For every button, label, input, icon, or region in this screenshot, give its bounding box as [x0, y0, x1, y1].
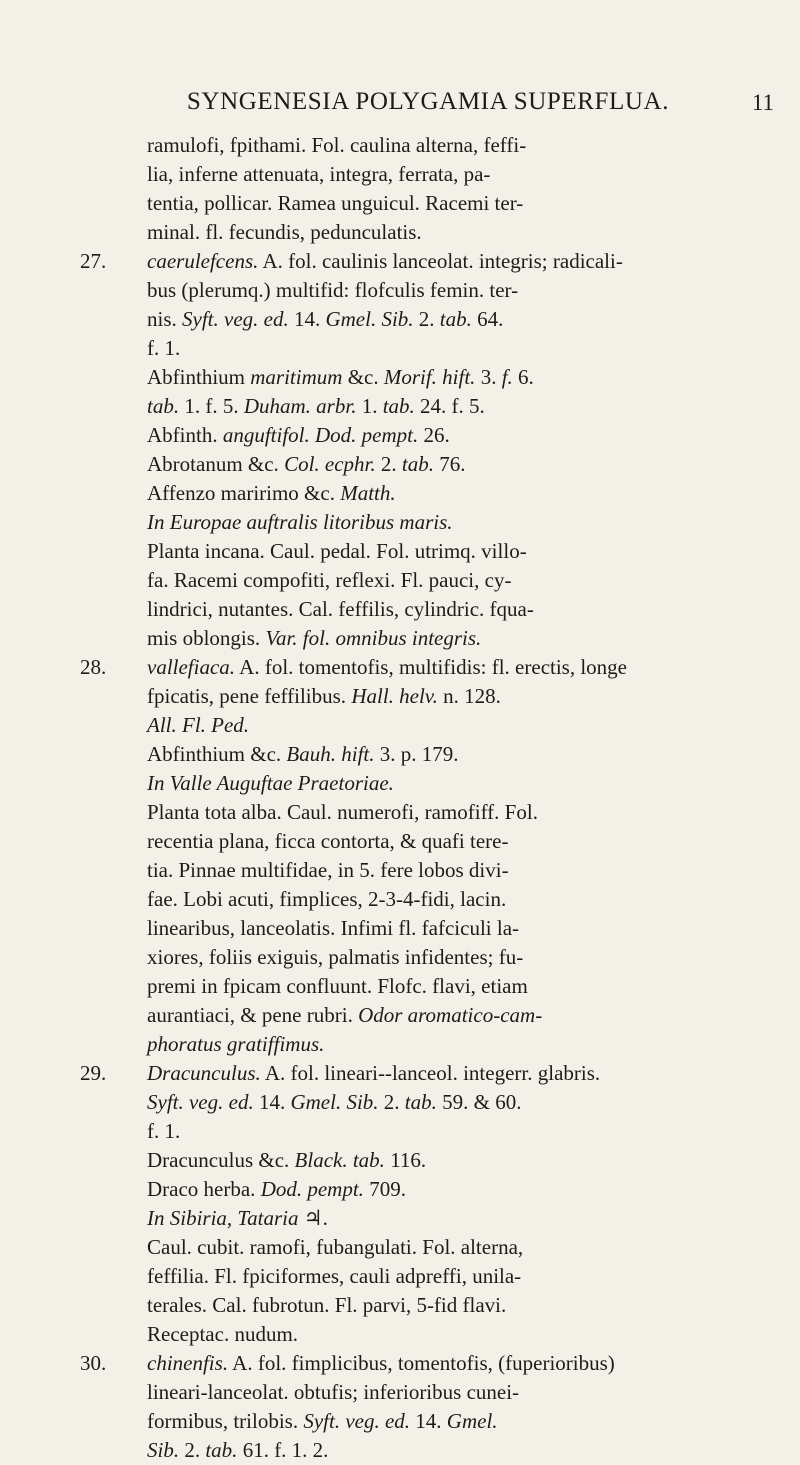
- line-text: 14.: [410, 1409, 447, 1433]
- species-number: 29.: [80, 1061, 107, 1085]
- line-italic: phoratus gratiffimus.: [147, 1032, 325, 1056]
- text-line: [80, 856, 780, 885]
- text-line: [80, 1001, 780, 1030]
- line-italic: Morif. hift.: [383, 365, 476, 389]
- line-italic: tab.: [404, 1090, 437, 1114]
- line-italic: Duham. arbr.: [243, 394, 357, 418]
- line-text: Dracunculus &c.: [147, 1148, 295, 1172]
- line-text: Abfinthium &c.: [147, 742, 287, 766]
- text-line: [80, 479, 780, 508]
- line-text: fa. Racemi compofiti, reflexi. Fl. pauci, cy-: [147, 568, 512, 592]
- text-line: [80, 1175, 780, 1204]
- line-text: 24. f. 5.: [414, 394, 485, 418]
- species-epithet: vallefiaca.: [147, 655, 236, 679]
- text-line: [80, 160, 780, 189]
- line-text: formibus, trilobis.: [147, 1409, 304, 1433]
- line-italic: Syft. veg. ed.: [182, 307, 289, 331]
- species-number: 28.: [80, 655, 107, 679]
- line-text: A. fol. lineari--lanceol. integerr. glabris.: [260, 1061, 601, 1085]
- line-text: ramulofi, fpithami. Fol. caulina alterna, feffi-: [147, 133, 527, 157]
- line-text: 14.: [253, 1090, 291, 1114]
- line-italic: tab.: [205, 1438, 238, 1462]
- line-italic: Gmel.: [446, 1409, 498, 1433]
- line-italic: Var. fol. omnibus integris.: [265, 626, 482, 650]
- line-italic: Dod. pempt.: [260, 1177, 364, 1201]
- line-italic: In Sibiria, Tataria: [147, 1206, 299, 1230]
- line-italic: Black. tab.: [294, 1148, 385, 1172]
- line-text: fpicatis, pene feffilibus.: [147, 684, 352, 708]
- line-italic: anguftifol. Dod. pempt.: [222, 423, 419, 447]
- text-line: [80, 914, 780, 943]
- line-text: 76.: [433, 452, 466, 476]
- line-text: Caul. cubit. ramofi, fubangulati. Fol. alterna,: [147, 1235, 524, 1259]
- line-text: 1.: [356, 394, 383, 418]
- line-text: n. 128.: [437, 684, 501, 708]
- line-text: 116.: [384, 1148, 427, 1172]
- species-number: 30.: [80, 1351, 107, 1375]
- line-italic: maritimum: [250, 365, 343, 389]
- text-line: [80, 711, 780, 740]
- text-line: [80, 769, 780, 798]
- species-entry-line: [80, 1349, 780, 1378]
- line-text: 6.: [512, 365, 534, 389]
- line-italic: f.: [501, 365, 513, 389]
- line-text: 26.: [418, 423, 450, 447]
- line-text: Receptac. nudum.: [147, 1322, 299, 1346]
- line-text: 14.: [288, 307, 326, 331]
- text-line: [80, 1378, 780, 1407]
- line-text: 3. p. 179.: [374, 742, 459, 766]
- line-text: minal. fl. fecundis, pedunculatis.: [147, 220, 422, 244]
- text-line: [80, 1117, 780, 1146]
- species-epithet: caerulefcens.: [147, 249, 259, 273]
- line-text: tentia, pollicar. Ramea unguicul. Racemi ter-: [147, 191, 524, 215]
- line-text: recentia plana, ficca contorta, & quafi tere-: [147, 829, 509, 853]
- text-line: [80, 131, 780, 160]
- species-entry-line: [80, 653, 780, 682]
- line-text: 59. & 60.: [436, 1090, 522, 1114]
- line-text: Planta tota alba. Caul. numerofi, ramofiff. Fol.: [147, 800, 538, 824]
- line-text: 1. f. 5.: [179, 394, 244, 418]
- line-italic: Matth.: [340, 481, 396, 505]
- line-text: lineari-lanceolat. obtufis; inferioribus cunei-: [147, 1380, 520, 1404]
- line-text: 64.: [471, 307, 504, 331]
- text-line: [80, 1436, 780, 1465]
- text-line: [80, 1233, 780, 1262]
- line-text: ♃.: [298, 1206, 328, 1230]
- line-italic: In Valle Auguftae Praetoriae.: [147, 771, 394, 795]
- species-epithet: Dracunculus.: [147, 1061, 261, 1085]
- line-text: Abfinthium: [147, 365, 251, 389]
- text-line: [80, 566, 780, 595]
- line-text: f. 1.: [147, 1119, 181, 1143]
- text-line: [80, 972, 780, 1001]
- line-italic: Col. ecphr.: [284, 452, 376, 476]
- line-italic: tab.: [382, 394, 415, 418]
- text-line: [80, 740, 780, 769]
- text-line: [80, 1407, 780, 1436]
- line-italic: tab.: [401, 452, 434, 476]
- line-italic: Syft. veg. ed.: [303, 1409, 411, 1433]
- line-text: Abrotanum &c.: [147, 452, 285, 476]
- text-line: [80, 189, 780, 218]
- line-text: 2.: [375, 452, 402, 476]
- text-line: [80, 1320, 780, 1349]
- text-line: [80, 798, 780, 827]
- line-text: &c.: [342, 365, 384, 389]
- text-line: [80, 1146, 780, 1175]
- text-line: [80, 392, 780, 421]
- line-italic: In Europae auftralis litoribus maris.: [147, 510, 453, 534]
- line-text: lia, inferne attenuata, integra, ferrata, pa-: [147, 162, 491, 186]
- text-line: [80, 537, 780, 566]
- line-text: Draco herba.: [147, 1177, 261, 1201]
- text-line: [80, 305, 780, 334]
- line-text: nis.: [147, 307, 183, 331]
- line-text: Abfinth.: [147, 423, 223, 447]
- text-line: [80, 218, 780, 247]
- text-line: [80, 1030, 780, 1059]
- line-text: 2.: [378, 1090, 405, 1114]
- species-epithet: chinenfis.: [147, 1351, 229, 1375]
- line-text: lindrici, nutantes. Cal. feffilis, cylindric. fqua-: [147, 597, 534, 621]
- line-italic: Gmel. Sib.: [290, 1090, 379, 1114]
- page-number: 11: [751, 90, 774, 115]
- text-line: [80, 1088, 780, 1117]
- text-line: [80, 682, 780, 711]
- line-text: tia. Pinnae multifidae, in 5. fere lobos divi-: [147, 858, 509, 882]
- line-italic: Syft. veg. ed.: [147, 1090, 254, 1114]
- text-line: [80, 1262, 780, 1291]
- line-text: 2.: [413, 307, 440, 331]
- running-header: [112, 88, 774, 122]
- text-line: [80, 1204, 780, 1233]
- line-italic: Odor aromatico-cam-: [358, 1003, 543, 1027]
- text-line: [80, 1291, 780, 1320]
- text-line: [80, 827, 780, 856]
- line-text: feffilia. Fl. fpiciformes, cauli adpreffi, unila-: [147, 1264, 522, 1288]
- line-text: 3.: [475, 365, 502, 389]
- text-line: [80, 508, 780, 537]
- line-text: 2.: [179, 1438, 206, 1462]
- line-text: A. fol. tomentofis, multifidis: fl. erectis, longe: [235, 655, 628, 679]
- line-text: mis oblongis.: [147, 626, 266, 650]
- line-text: A. fol. fimplicibus, tomentofis, (fuperioribus): [228, 1351, 615, 1375]
- species-entry-line: [80, 247, 780, 276]
- species-entry-line: [80, 1059, 780, 1088]
- text-line: [80, 421, 780, 450]
- text-line: [80, 450, 780, 479]
- text-line: [80, 363, 780, 392]
- line-text: fae. Lobi acuti, fimplices, 2-3-4-fidi, lacin.: [147, 887, 507, 911]
- line-text: linearibus, lanceolatis. Infimi fl. fafciculi la-: [147, 916, 520, 940]
- text-line: [80, 276, 780, 305]
- line-text: aurantiaci, & pene rubri.: [147, 1003, 359, 1027]
- line-text: bus (plerumq.) multifid: flofculis femin. ter-: [147, 278, 519, 302]
- text-line: [80, 624, 780, 653]
- line-text: f. 1.: [147, 336, 181, 360]
- line-italic: tab.: [147, 394, 180, 418]
- line-text: 709.: [363, 1177, 406, 1201]
- species-number: 27.: [80, 249, 107, 273]
- text-line: [80, 334, 780, 363]
- line-text: terales. Cal. fubrotun. Fl. parvi, 5-fid flavi.: [147, 1293, 507, 1317]
- line-italic: All. Fl. Ped.: [147, 713, 250, 737]
- line-italic: Bauh. hift.: [286, 742, 375, 766]
- line-text: A. fol. caulinis lanceolat. integris; radicali-: [258, 249, 623, 273]
- text-line: [80, 595, 780, 624]
- running-title: SYNGENESIA POLYGAMIA SUPERFLUA.: [186, 88, 670, 115]
- line-italic: Gmel. Sib.: [325, 307, 414, 331]
- line-text: Affenzo maririmo &c.: [147, 481, 341, 505]
- line-text: Planta incana. Caul. pedal. Fol. utrimq. villo-: [147, 539, 527, 563]
- line-text: xiores, foliis exiguis, palmatis infidentes; fu-: [147, 945, 524, 969]
- text-line: [80, 943, 780, 972]
- text-body: [80, 131, 780, 1465]
- line-text: 61. f. 1. 2.: [237, 1438, 329, 1462]
- line-italic: tab.: [439, 307, 472, 331]
- text-line: [80, 885, 780, 914]
- line-italic: Hall. helv.: [351, 684, 438, 708]
- line-text: premi in fpicam confluunt. Flofc. flavi, etiam: [147, 974, 528, 998]
- line-italic: Sib.: [147, 1438, 180, 1462]
